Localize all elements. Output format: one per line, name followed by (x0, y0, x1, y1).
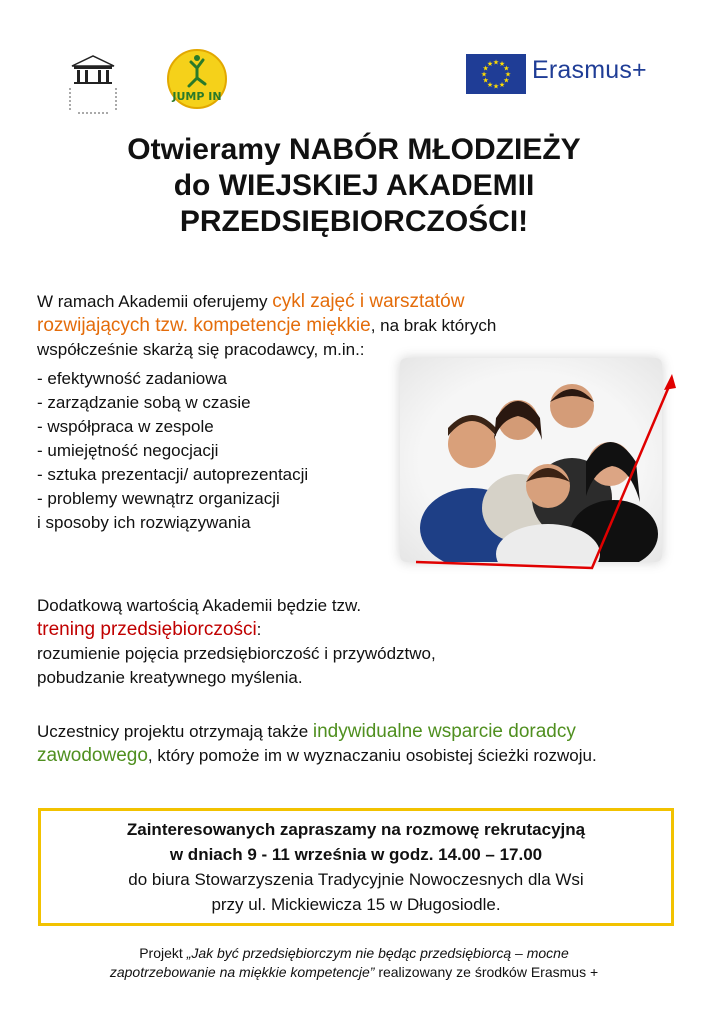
eu-star-icon: ★ (504, 71, 512, 79)
list-item: i sposoby ich rozwiązywania (37, 513, 251, 532)
eu-star-icon: ★ (486, 61, 494, 69)
additional-text-4: pobudzanie kreatywnego myślenia. (37, 668, 303, 687)
additional-text-3: rozumienie pojęcia przedsiębiorczość i przywództwo, (37, 644, 436, 663)
invitation-box (38, 808, 674, 926)
intro-text-2: , na brak których (370, 316, 497, 335)
page-title (40, 132, 668, 240)
eu-star-icon: ★ (486, 81, 494, 89)
eu-star-icon: ★ (482, 65, 489, 73)
additional-paragraph (37, 594, 637, 690)
support-paragraph (37, 720, 677, 768)
eu-star-icon: ★ (503, 77, 510, 85)
support-text-1: Uczestnicy projektu otrzymają także (37, 722, 313, 741)
additional-highlight: trening przedsiębiorczości (37, 619, 257, 640)
invite-line-1: Zainteresowanych zapraszamy na rozmowę rekrutacyjną (126, 820, 586, 839)
list-item: - umiejętność negocjacji (37, 441, 219, 460)
eu-star-icon: ★ (492, 59, 500, 67)
svg-text:JUMP IN: JUMP IN (172, 90, 222, 103)
list-item: - współpraca w zespole (37, 417, 214, 436)
invite-line-3: do biura Stowarzyszenia Tradycyjnie Nowoczesnych dla Wsi (128, 870, 584, 889)
support-text-2: , który pomoże im w wyznaczaniu osobistej ścieżki rozwoju. (147, 746, 597, 765)
footer-italic-1: „Jak być przedsiębiorczym nie będąc przedsiębiorcą – mocne (186, 945, 569, 961)
eu-star-icon: ★ (498, 61, 506, 69)
footer-prefix: Projekt (139, 945, 187, 961)
jump-in-logo (166, 48, 228, 110)
list-item: - efektywność zadaniowa (37, 369, 227, 388)
support-highlight-1: indywidualne wsparcie doradcy (312, 721, 576, 742)
footer-italic-2: zapotrzebowanie na miękkie kompetencje” (109, 964, 375, 980)
intro-highlight-1: cykl zajęć i warsztatów (272, 291, 465, 312)
eu-star-icon: ★ (492, 83, 500, 91)
invite-line-4: przy ul. Mickiewicza 15 w Długosiodle. (211, 895, 501, 914)
erasmus-plus-logo (466, 54, 654, 94)
title-line-3: PRZEDSIĘBIORCZOŚCI! (179, 205, 529, 238)
eu-flag-icon (466, 54, 526, 94)
list-item: - problemy wewnątrz organizacji (37, 489, 280, 508)
eu-star-icon: ★ (480, 71, 488, 79)
intro-text: W ramach Akademii oferujemy (37, 292, 273, 311)
title-line-1: Otwieramy NABÓR MŁODZIEŻY (127, 133, 581, 166)
intro-text-3: współcześnie skarżą się pracodawcy, m.in.: (37, 340, 365, 359)
additional-colon: : (256, 620, 262, 639)
title-line-2: do WIEJSKIEJ AKADEMII (173, 169, 535, 202)
additional-text-1: Dodatkową wartością Akademii będzie tzw. (37, 596, 362, 615)
red-arrow-graphic (410, 368, 680, 574)
intro-paragraph (37, 290, 597, 362)
eu-star-icon: ★ (482, 77, 489, 85)
stowarzyszenie-logo (64, 52, 122, 116)
eu-star-icon: ★ (498, 81, 506, 89)
footer-suffix: realizowany ze środków Erasmus + (374, 964, 599, 980)
list-item: - sztuka prezentacji/ autoprezentacji (37, 465, 309, 484)
invite-line-2: w dniach 9 - 11 września w godz. 14.00 – 17.00 (169, 845, 543, 864)
list-item: - zarządzanie sobą w czasie (37, 393, 251, 412)
erasmus-label: Erasmus+ (532, 56, 647, 84)
support-highlight-2: zawodowego (37, 745, 148, 766)
skills-list (37, 367, 397, 535)
intro-highlight-2: rozwijających tzw. kompetencje miękkie (37, 315, 371, 336)
eu-star-icon: ★ (503, 65, 510, 73)
project-footer (20, 944, 688, 982)
